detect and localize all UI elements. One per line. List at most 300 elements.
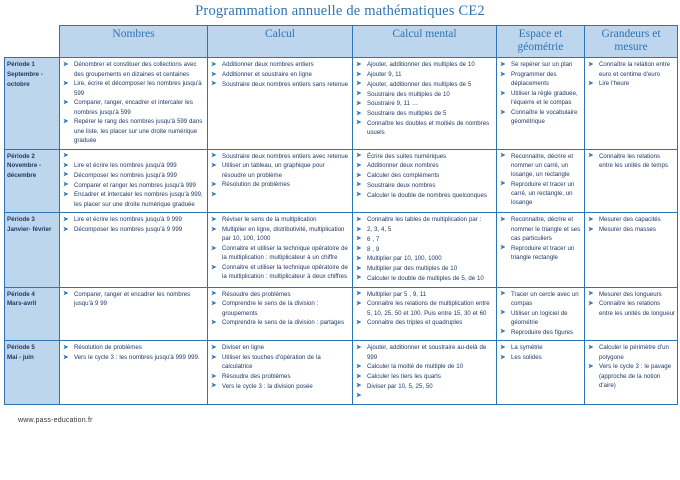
arrow-bullet-icon: ➤ bbox=[63, 117, 69, 125]
list-item-label: Calculer le double de multiples de 5, de 10 bbox=[367, 274, 484, 282]
list-item bbox=[355, 109, 494, 118]
list-item-label: Additionner et soustraire en ligne bbox=[222, 71, 312, 79]
arrow-bullet-icon: ➤ bbox=[500, 70, 506, 78]
list-item-label: Soustraire des multiples de 5 bbox=[367, 110, 447, 118]
arrow-bullet-icon: ➤ bbox=[211, 244, 217, 252]
list-item bbox=[210, 318, 350, 327]
site-footer: www.pass-education.fr bbox=[18, 417, 93, 425]
cell-espace bbox=[497, 58, 585, 149]
list-item-label: Programmer des déplacements bbox=[511, 71, 557, 88]
cell-nombres bbox=[60, 341, 208, 405]
list-item bbox=[355, 245, 494, 254]
list-item-label: Soustraire des multiples de 10 bbox=[367, 90, 450, 98]
list-item-label: Reproduire et tracer un triangle rectangle bbox=[511, 244, 575, 261]
arrow-bullet-icon: ➤ bbox=[63, 181, 69, 189]
list-item bbox=[587, 60, 675, 79]
list-item bbox=[355, 99, 494, 108]
list-item bbox=[499, 60, 582, 69]
arrow-bullet-icon: ➤ bbox=[211, 215, 217, 223]
arrow-bullet-icon: ➤ bbox=[500, 309, 506, 317]
arrow-bullet-icon: ➤ bbox=[211, 225, 217, 233]
list-item bbox=[355, 181, 494, 190]
arrow-bullet-icon: ➤ bbox=[211, 343, 217, 351]
list-item bbox=[355, 235, 494, 244]
list-item-label: Ajouter, additionner et soustraire au-delà de 999 bbox=[367, 344, 487, 361]
list-item bbox=[587, 152, 675, 171]
list-item-label: 2, 3, 4, 5 bbox=[367, 226, 392, 234]
arrow-bullet-icon: ➤ bbox=[63, 161, 69, 169]
list-item-label: Les solides bbox=[511, 354, 542, 362]
list-item-label: Lire, écrire et décomposer les nombres jusqu'à 599 bbox=[74, 80, 202, 97]
list-item-label: Écrire des suites numériques bbox=[367, 152, 447, 160]
list-item-label: Dénombrer et constituer des collections avec des groupements en dizaines et centaines bbox=[74, 61, 197, 78]
item-list bbox=[499, 290, 582, 337]
arrow-bullet-icon: ➤ bbox=[588, 60, 594, 68]
programmation-table bbox=[4, 25, 678, 405]
arrow-bullet-icon: ➤ bbox=[211, 180, 217, 188]
list-item bbox=[62, 343, 205, 352]
arrow-bullet-icon: ➤ bbox=[356, 290, 362, 298]
item-list bbox=[587, 60, 675, 88]
period-title: Période 3 bbox=[7, 216, 35, 224]
arrow-bullet-icon: ➤ bbox=[356, 152, 362, 160]
table-row bbox=[5, 149, 678, 213]
list-item-label: Résolution de problèmes bbox=[222, 181, 290, 189]
list-item bbox=[587, 290, 675, 299]
list-item bbox=[62, 190, 205, 209]
arrow-bullet-icon: ➤ bbox=[211, 190, 217, 198]
page-title: Programmation annuelle de mathématiques CE2 bbox=[195, 3, 485, 19]
item-list bbox=[62, 152, 205, 209]
arrow-bullet-icon: ➤ bbox=[356, 215, 362, 223]
arrow-bullet-icon: ➤ bbox=[356, 171, 362, 179]
list-item bbox=[355, 372, 494, 381]
item-list bbox=[210, 60, 350, 89]
list-item-label: Lire et écrire les nombres jusqu'à 999 bbox=[74, 162, 177, 170]
list-item bbox=[587, 79, 675, 88]
item-list bbox=[587, 152, 675, 171]
list-item-label: Additionner deux nombres bbox=[367, 162, 439, 170]
list-item-label: Calculer la moitié de multiple de 10 bbox=[367, 363, 464, 371]
item-list bbox=[355, 290, 494, 328]
arrow-bullet-icon: ➤ bbox=[356, 299, 362, 307]
list-item-label: Ajouter, additionner des multiples de 5 bbox=[367, 80, 472, 88]
list-item bbox=[62, 353, 205, 362]
list-item-label: Connaître la relation entre euro et centime d'euro bbox=[599, 61, 671, 78]
cell-mental bbox=[353, 213, 497, 287]
list-item bbox=[355, 171, 494, 180]
list-item-label: Connaitre les relations entre les unités de temps bbox=[599, 152, 668, 169]
item-list bbox=[499, 343, 582, 362]
period-months: Janvier- février bbox=[7, 226, 52, 234]
list-item bbox=[587, 225, 675, 234]
item-list bbox=[355, 152, 494, 200]
column-header-calcul: Calcul bbox=[208, 26, 353, 58]
list-item bbox=[355, 254, 494, 263]
list-item-label: Connaitre les relations de multiplication entre 5, 10, 25, 50 et 100. Puis entre 15, 30 et 60 bbox=[367, 300, 490, 317]
arrow-bullet-icon: ➤ bbox=[500, 60, 506, 68]
arrow-bullet-icon: ➤ bbox=[63, 171, 69, 179]
list-item-label: Comparer et ranger les nombres jusqu'à 999 bbox=[74, 181, 196, 189]
list-item bbox=[355, 362, 494, 371]
cell-mental bbox=[353, 341, 497, 405]
list-item bbox=[587, 362, 675, 390]
arrow-bullet-icon: ➤ bbox=[588, 152, 594, 160]
table-row bbox=[5, 341, 678, 405]
arrow-bullet-icon: ➤ bbox=[356, 264, 362, 272]
list-item-label: Comparer, ranger et encadrer les nombres jusqu'à 9 99 bbox=[74, 290, 191, 307]
arrow-bullet-icon: ➤ bbox=[63, 290, 69, 298]
cell-nombres bbox=[60, 149, 208, 213]
list-item bbox=[499, 290, 582, 309]
table-body bbox=[5, 58, 678, 405]
arrow-bullet-icon: ➤ bbox=[211, 161, 217, 169]
cell-espace bbox=[497, 213, 585, 287]
list-item bbox=[355, 274, 494, 283]
arrow-bullet-icon: ➤ bbox=[500, 89, 506, 97]
list-item bbox=[355, 215, 494, 224]
arrow-bullet-icon: ➤ bbox=[356, 99, 362, 107]
list-item bbox=[355, 90, 494, 99]
column-header-grandeurs-mesure: Grandeurs et mesure bbox=[585, 26, 678, 58]
list-item bbox=[62, 117, 205, 145]
item-list bbox=[499, 152, 582, 208]
list-item-label: Connaitre des triples et quadruples bbox=[367, 319, 463, 327]
period-title: Période 2 bbox=[7, 152, 35, 160]
item-list bbox=[587, 290, 675, 318]
arrow-bullet-icon: ➤ bbox=[500, 108, 506, 116]
list-item-label: Calculer des compléments bbox=[367, 172, 440, 180]
list-item-label: Reproduire et tracer un carré, un rectangle, un losange bbox=[511, 180, 575, 207]
list-item bbox=[355, 191, 494, 200]
list-item bbox=[355, 343, 494, 362]
list-item bbox=[355, 119, 494, 138]
cell-grandeurs bbox=[585, 58, 678, 149]
list-item bbox=[62, 79, 205, 98]
list-item bbox=[210, 353, 350, 372]
arrow-bullet-icon: ➤ bbox=[356, 343, 362, 351]
cell-grandeurs bbox=[585, 213, 678, 287]
item-list bbox=[210, 215, 350, 281]
list-item bbox=[499, 328, 582, 337]
period-title: Période 5 bbox=[7, 344, 35, 352]
list-item bbox=[355, 299, 494, 318]
list-item-label: Se repérer sur un plan bbox=[511, 61, 573, 69]
list-item-label: Calculer les tiers les quarts bbox=[367, 373, 441, 381]
list-item bbox=[355, 161, 494, 170]
item-list bbox=[587, 343, 675, 390]
list-item-label: Soustraire deux nombres entiers avec retenue bbox=[222, 152, 348, 160]
list-item bbox=[499, 343, 582, 352]
arrow-bullet-icon: ➤ bbox=[211, 382, 217, 390]
list-item-label: Comparer, ranger, encadrer et intercaler les nombres jusqu'à 599 bbox=[74, 99, 193, 116]
list-item bbox=[210, 161, 350, 180]
list-item-label: Mesurer des longueurs bbox=[599, 290, 662, 298]
list-item-label: Vers le cycle 3 : le pavage (approche de la notion d'aire) bbox=[599, 363, 671, 389]
table-row bbox=[5, 287, 678, 341]
period-title: Période 4 bbox=[7, 290, 35, 298]
arrow-bullet-icon: ➤ bbox=[63, 152, 69, 160]
list-item-label: Ajouter, additionner des multiples de 10 bbox=[367, 61, 475, 69]
list-item-label: Utiliser les touches d'opération de la calculatrice bbox=[222, 354, 321, 371]
list-item bbox=[355, 318, 494, 327]
list-item bbox=[210, 70, 350, 79]
list-item bbox=[62, 60, 205, 79]
list-item bbox=[210, 215, 350, 224]
period-cell bbox=[5, 341, 60, 405]
table-row bbox=[5, 58, 678, 149]
cell-espace bbox=[497, 287, 585, 341]
list-item-label: Additionner deux nombres entiers bbox=[222, 61, 314, 69]
list-item-label: Repérer le rang des nombres jusqu'à 599 dans une liste, les placer sur une droite numérique graduée bbox=[74, 118, 203, 144]
table-header bbox=[5, 26, 678, 58]
cell-grandeurs bbox=[585, 341, 678, 405]
list-item bbox=[355, 225, 494, 234]
list-item-label: Connaître les doubles et moitiés de nombres usuels bbox=[367, 119, 490, 137]
list-item bbox=[62, 225, 205, 234]
arrow-bullet-icon: ➤ bbox=[500, 244, 506, 252]
column-header-calcul-mental: Calcul mental bbox=[353, 26, 497, 58]
arrow-bullet-icon: ➤ bbox=[63, 79, 69, 87]
arrow-bullet-icon: ➤ bbox=[588, 299, 594, 307]
arrow-bullet-icon: ➤ bbox=[356, 392, 362, 400]
list-item bbox=[355, 392, 494, 401]
arrow-bullet-icon: ➤ bbox=[211, 60, 217, 68]
arrow-bullet-icon: ➤ bbox=[500, 343, 506, 351]
arrow-bullet-icon: ➤ bbox=[588, 290, 594, 298]
list-item-label: Utiliser un tableau, un graphique pour résoudre un problème bbox=[222, 162, 325, 179]
arrow-bullet-icon: ➤ bbox=[356, 362, 362, 370]
list-item-label: Réviser le sens de la multiplication bbox=[222, 216, 317, 224]
arrow-bullet-icon: ➤ bbox=[356, 90, 362, 98]
list-item-label: Calculer le double de nombres quelconques bbox=[367, 191, 487, 199]
list-item-label: Connaître le vocabulaire géométrique bbox=[511, 109, 578, 126]
period-months: Mai - juin bbox=[7, 354, 34, 362]
cell-calcul bbox=[208, 213, 353, 287]
cell-calcul bbox=[208, 149, 353, 213]
list-item-label: Lire et écrire les nombres jusqu'à 9 999 bbox=[74, 216, 182, 224]
arrow-bullet-icon: ➤ bbox=[588, 362, 594, 370]
arrow-bullet-icon: ➤ bbox=[356, 60, 362, 68]
arrow-bullet-icon: ➤ bbox=[356, 382, 362, 390]
cell-mental bbox=[353, 287, 497, 341]
list-item-label: Tracer un cercle avec un compas bbox=[511, 290, 579, 307]
list-item-label: Utiliser un logiciel de géométrie bbox=[511, 309, 568, 326]
list-item bbox=[499, 353, 582, 362]
list-item bbox=[210, 190, 350, 199]
list-item bbox=[499, 70, 582, 89]
list-item bbox=[499, 309, 582, 328]
list-item-label: Vers le cycle 3 : les nombres jusqu'à 999 999. bbox=[74, 354, 200, 362]
arrow-bullet-icon: ➤ bbox=[500, 180, 506, 188]
arrow-bullet-icon: ➤ bbox=[500, 290, 506, 298]
arrow-bullet-icon: ➤ bbox=[588, 343, 594, 351]
arrow-bullet-icon: ➤ bbox=[63, 353, 69, 361]
list-item bbox=[499, 89, 582, 108]
cell-calcul bbox=[208, 341, 353, 405]
arrow-bullet-icon: ➤ bbox=[356, 119, 362, 127]
list-item bbox=[210, 343, 350, 352]
list-item-label: Utiliser la règle graduée, l'équerre et le compas bbox=[511, 90, 578, 107]
list-item bbox=[499, 244, 582, 263]
item-list bbox=[355, 60, 494, 137]
item-list bbox=[62, 290, 205, 309]
header-row bbox=[5, 26, 678, 58]
item-list bbox=[210, 343, 350, 391]
list-item bbox=[355, 60, 494, 69]
list-item bbox=[499, 108, 582, 127]
list-item-label: Connaitre les tables de multiplication par : bbox=[367, 216, 482, 224]
arrow-bullet-icon: ➤ bbox=[63, 215, 69, 223]
arrow-bullet-icon: ➤ bbox=[211, 70, 217, 78]
arrow-bullet-icon: ➤ bbox=[63, 225, 69, 233]
list-item-label: Mesurer des capacités bbox=[599, 216, 661, 224]
item-list bbox=[62, 215, 205, 234]
item-list bbox=[62, 343, 205, 362]
period-months: Septembre - octobre bbox=[7, 71, 43, 88]
cell-nombres bbox=[60, 287, 208, 341]
arrow-bullet-icon: ➤ bbox=[356, 109, 362, 117]
list-item-label: Lire l'heure bbox=[599, 80, 630, 88]
arrow-bullet-icon: ➤ bbox=[211, 318, 217, 326]
list-item-label: Décomposer les nombres jusqu'à 999 bbox=[74, 171, 177, 179]
period-months: Novembre -décembre bbox=[7, 162, 42, 179]
cell-espace bbox=[497, 341, 585, 405]
item-list bbox=[210, 290, 350, 328]
list-item-label: Reconnaitre, décrire et nommer un carré, un losange, un rectangle bbox=[511, 152, 574, 179]
arrow-bullet-icon: ➤ bbox=[211, 263, 217, 271]
item-list bbox=[587, 215, 675, 234]
period-months: Mars-avril bbox=[7, 300, 37, 308]
list-item bbox=[210, 263, 350, 282]
header-corner-cell bbox=[5, 26, 60, 58]
list-item bbox=[62, 161, 205, 170]
list-item bbox=[587, 343, 675, 362]
item-list bbox=[62, 60, 205, 145]
period-cell bbox=[5, 213, 60, 287]
list-item-label: 6 , 7 bbox=[367, 235, 380, 243]
period-cell bbox=[5, 287, 60, 341]
item-list bbox=[499, 215, 582, 262]
list-item bbox=[587, 299, 675, 318]
list-item-label: Soustraire deux nombres bbox=[367, 181, 436, 189]
arrow-bullet-icon: ➤ bbox=[356, 245, 362, 253]
list-item-label: Décomposer les nombres jusqu'à 9 999 bbox=[74, 226, 183, 234]
arrow-bullet-icon: ➤ bbox=[356, 318, 362, 326]
cell-calcul bbox=[208, 58, 353, 149]
list-item bbox=[355, 70, 494, 79]
list-item-label: Connaitre les relations entre les unités de longueur bbox=[599, 300, 676, 317]
item-list bbox=[355, 215, 494, 283]
cell-grandeurs bbox=[585, 287, 678, 341]
list-item-label: Comprendre le sens de la division : partages bbox=[222, 319, 344, 327]
list-item bbox=[210, 225, 350, 244]
list-item-label: Résolution de problèmes bbox=[74, 344, 142, 352]
arrow-bullet-icon: ➤ bbox=[500, 328, 506, 336]
arrow-bullet-icon: ➤ bbox=[356, 274, 362, 282]
arrow-bullet-icon: ➤ bbox=[211, 372, 217, 380]
arrow-bullet-icon: ➤ bbox=[356, 235, 362, 243]
arrow-bullet-icon: ➤ bbox=[356, 161, 362, 169]
list-item bbox=[62, 171, 205, 180]
list-item-label: Soustraire 9, 11 … bbox=[367, 100, 418, 108]
arrow-bullet-icon: ➤ bbox=[356, 80, 362, 88]
list-item-label: 8 , 9 bbox=[367, 245, 380, 253]
cell-mental bbox=[353, 58, 497, 149]
list-item-label: Ajouter 9, 11 bbox=[367, 71, 402, 79]
arrow-bullet-icon: ➤ bbox=[500, 215, 506, 223]
cell-nombres bbox=[60, 58, 208, 149]
list-item bbox=[62, 215, 205, 224]
arrow-bullet-icon: ➤ bbox=[211, 290, 217, 298]
list-item bbox=[355, 264, 494, 273]
arrow-bullet-icon: ➤ bbox=[63, 190, 69, 198]
cell-espace bbox=[497, 149, 585, 213]
list-item bbox=[210, 372, 350, 381]
list-item-label: Multiplier par 5 , 9, 11 bbox=[367, 290, 427, 298]
list-item bbox=[355, 290, 494, 299]
list-item bbox=[62, 152, 205, 161]
arrow-bullet-icon: ➤ bbox=[588, 215, 594, 223]
list-item bbox=[62, 98, 205, 117]
arrow-bullet-icon: ➤ bbox=[356, 70, 362, 78]
arrow-bullet-icon: ➤ bbox=[356, 225, 362, 233]
item-list bbox=[355, 343, 494, 400]
list-item bbox=[62, 290, 205, 309]
list-item bbox=[210, 60, 350, 69]
item-list bbox=[499, 60, 582, 126]
list-item bbox=[210, 80, 350, 89]
list-item bbox=[499, 215, 582, 243]
list-item-label: Encadrer et intercaler les nombres jusqu'à 999, les placer sur une droite numérique graduée bbox=[74, 191, 203, 208]
list-item-label: Comprendre le sens de la division : groupements bbox=[222, 300, 319, 317]
list-item-label: La symétrie bbox=[511, 344, 543, 352]
arrow-bullet-icon: ➤ bbox=[211, 152, 217, 160]
list-item-label: Connaitre et utiliser la technique opératoire de la multiplication : multiplicateur à deux chiffres bbox=[222, 264, 348, 281]
period-title: Période 1 bbox=[7, 61, 35, 69]
list-item bbox=[210, 244, 350, 263]
list-item-label: Connaitre et utiliser la technique opératoire de la multiplication : multiplicateur à un chiffre bbox=[222, 245, 348, 262]
list-item bbox=[355, 80, 494, 89]
period-cell bbox=[5, 58, 60, 149]
arrow-bullet-icon: ➤ bbox=[211, 353, 217, 361]
list-item bbox=[62, 181, 205, 190]
arrow-bullet-icon: ➤ bbox=[588, 79, 594, 87]
table-row bbox=[5, 213, 678, 287]
list-item-label: Résoudre des problèmes bbox=[222, 290, 291, 298]
arrow-bullet-icon: ➤ bbox=[500, 152, 506, 160]
arrow-bullet-icon: ➤ bbox=[211, 80, 217, 88]
list-item-label: Multiplier par des multiples de 10 bbox=[367, 265, 458, 273]
list-item-label: Multiplier en ligne, distributivité, multiplication par 10, 100, 1000 bbox=[222, 226, 345, 243]
list-item bbox=[587, 215, 675, 224]
cell-nombres bbox=[60, 213, 208, 287]
column-header-espace-geometrie: Espace et géométrie bbox=[497, 26, 585, 58]
list-item bbox=[355, 382, 494, 391]
list-item bbox=[210, 290, 350, 299]
list-item bbox=[210, 152, 350, 161]
list-item bbox=[210, 180, 350, 189]
list-item-label: Multiplier par 10, 100, 1000 bbox=[367, 255, 442, 263]
cell-calcul bbox=[208, 287, 353, 341]
cell-grandeurs bbox=[585, 149, 678, 213]
arrow-bullet-icon: ➤ bbox=[500, 353, 506, 361]
arrow-bullet-icon: ➤ bbox=[211, 299, 217, 307]
cell-mental bbox=[353, 149, 497, 213]
arrow-bullet-icon: ➤ bbox=[356, 181, 362, 189]
list-item-label: Mesurer des masses bbox=[599, 226, 656, 234]
arrow-bullet-icon: ➤ bbox=[63, 98, 69, 106]
